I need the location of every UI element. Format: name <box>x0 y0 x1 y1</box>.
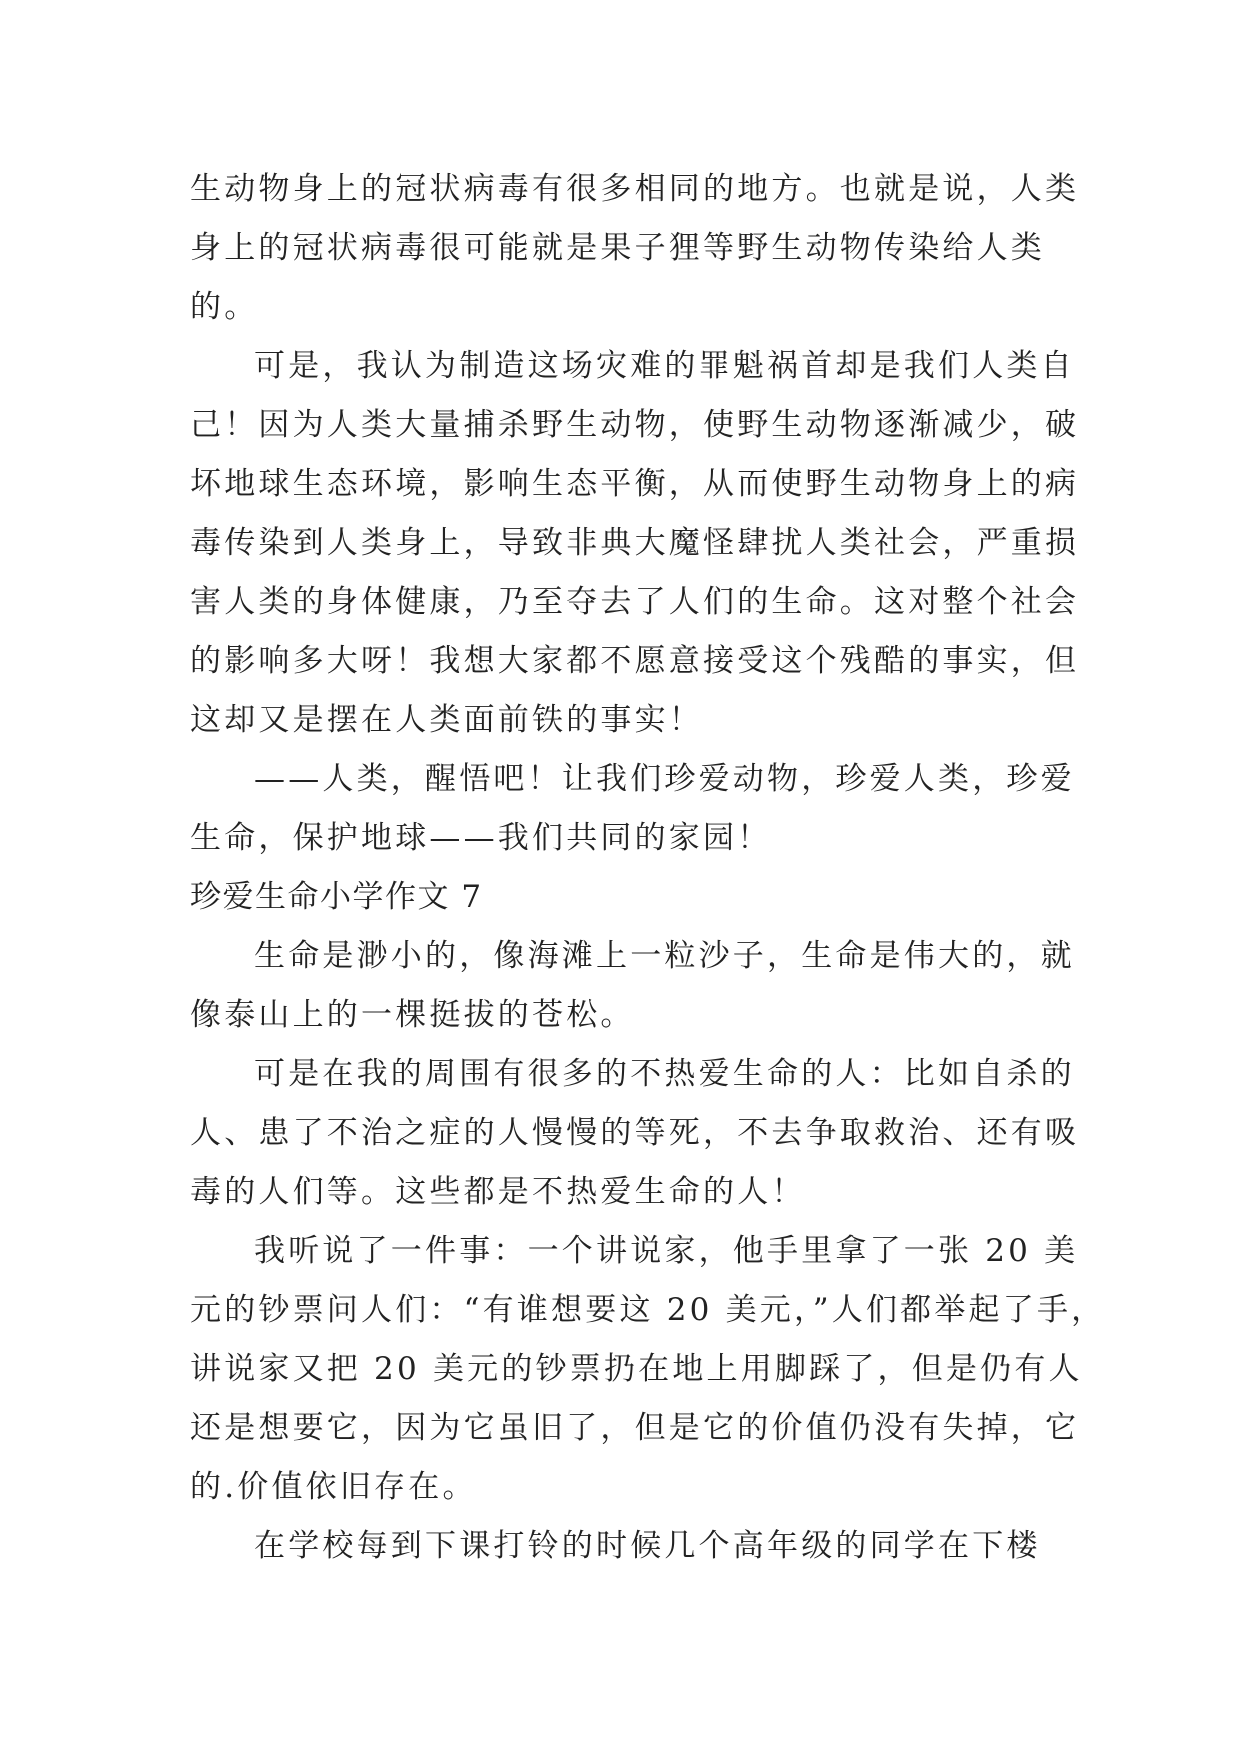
text-line: 还是想要它，因为它虽旧了，但是它的价值仍没有失掉，它 <box>190 1410 1080 1446</box>
text-line: 这却又是摆在人类面前铁的事实！ <box>190 702 703 738</box>
paragraph-start-line: 我听说了一件事：一个讲说家，他手里拿了一张 20 美 <box>254 1233 1079 1269</box>
section-heading: 珍爱生命小学作文 7 <box>190 879 483 915</box>
paragraph-start-line: 可是在我的周围有很多的不热爱生命的人：比如自杀的 <box>254 1056 1075 1092</box>
text-line: 的。 <box>190 289 259 325</box>
text-line: 人、患了不治之症的人慢慢的等死，不去争取救治、还有吸 <box>190 1115 1080 1151</box>
text-line: 的.价值依旧存在。 <box>190 1469 477 1505</box>
text-line: 的影响多大呀！我想大家都不愿意接受这个残酷的事实，但 <box>190 643 1080 679</box>
text-line: 讲说家又把 20 美元的钞票扔在地上用脚踩了，但是仍有人 <box>190 1351 1083 1387</box>
paragraph-start-line: 生命是渺小的，像海滩上一粒沙子，生命是伟大的，就 <box>254 938 1075 974</box>
text-line: 身上的冠状病毒很可能就是果子狸等野生动物传染给人类 <box>190 230 1045 266</box>
text-line: 生命，保护地球——我们共同的家园！ <box>190 820 772 856</box>
text-line: 元的钞票问人们：“有谁想要这 20 美元，”人们都举起了手， <box>190 1292 1106 1328</box>
text-line: 害人类的身体健康，乃至夺去了人们的生命。这对整个社会 <box>190 584 1080 620</box>
document-body <box>190 160 1106 1576</box>
text-line: 生动物身上的冠状病毒有很多相同的地方。也就是说，人类 <box>190 171 1080 207</box>
text-line: 己！因为人类大量捕杀野生动物，使野生动物逐渐减少，破 <box>190 407 1080 443</box>
paragraph-start-line: ——人类，醒悟吧！让我们珍爱动物，珍爱人类，珍爱 <box>254 761 1075 797</box>
text-line: 毒的人们等。这些都是不热爱生命的人！ <box>190 1174 806 1210</box>
text-line: 坏地球生态环境，影响生态平衡，从而使野生动物身上的病 <box>190 466 1080 502</box>
text-line: 像泰山上的一棵挺拔的苍松。 <box>190 997 635 1033</box>
text-line: 毒传染到人类身上，导致非典大魔怪肆扰人类社会，严重损 <box>190 525 1080 561</box>
paragraph-start-line: 可是，我认为制造这场灾难的罪魁祸首却是我们人类自 <box>254 348 1075 384</box>
paragraph-start-line: 在学校每到下课打铃的时候几个高年级的同学在下楼 <box>254 1528 1041 1564</box>
